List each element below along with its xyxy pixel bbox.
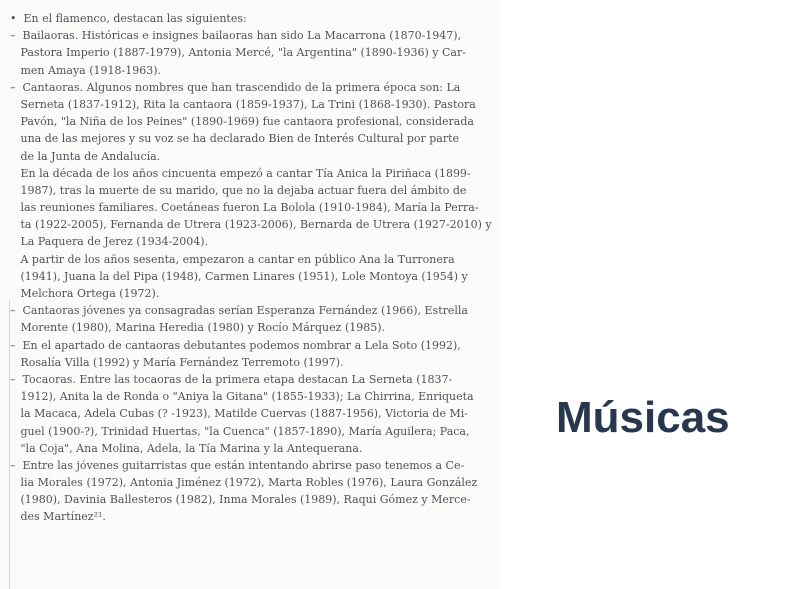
text-line: – Bailaoras. Históricas e insignes bailaoras han sido La Macarrona (1870-1947),	[10, 29, 462, 43]
text-line: En la década de los años cincuenta empezó a cantar Tía Anica la Piriñaca (1899-	[10, 166, 471, 180]
text-line: 1987), tras la muerte de su marido, que no la dejaba actuar fuera del ámbito de	[10, 183, 467, 197]
text-line: Morente (1980), Marina Heredia (1980) y Rocío Márquez (1985).	[10, 321, 386, 335]
text-line: una de las mejores y su voz se ha declarado Bien de Interés Cultural por parte	[10, 132, 460, 146]
text-line: Rosalía Villa (1992) y María Fernández Terremoto (1997).	[10, 355, 344, 369]
text-line: la Macaca, Adela Cubas (? -1923), Matilde Cuervas (1887-1956), Victoria de Mi-	[10, 407, 468, 421]
text-line: lia Morales (1972), Antonia Jiménez (1972), Marta Robles (1976), Laura González	[10, 476, 478, 490]
text-line: Melchora Ortega (1972).	[10, 287, 160, 300]
text-line: Serneta (1837-1912), Rita la cantaora (1859-1937), La Trini (1868-1930). Pastora	[10, 97, 476, 111]
text-line: guel (1900-?), Trinidad Huertas, "la Cuenca" (1857-1890), María Aguilera; Paca,	[10, 424, 470, 438]
text-line: des Martínez²¹.	[10, 510, 106, 524]
text-line: A partir de los años sesenta, empezaron a cantar en público Ana la Turronera	[10, 252, 455, 266]
text-line: – En el apartado de cantaoras debutantes podemos nombrar a Lela Soto (1992),	[10, 338, 461, 352]
text-line: – Entre las jóvenes guitarristas que están intentando abrirse paso tenemos a Ce-	[10, 458, 465, 472]
text-line: – Cantaoras. Algunos nombres que han trascendido de la primera época son: La	[10, 80, 461, 94]
text-line: (1980), Davinia Ballesteros (1982), Inma Morales (1989), Raqui Gómez y Merce-	[10, 493, 471, 507]
text-line: • En el flamenco, destacan las siguientes:	[10, 12, 247, 25]
text-line: ta (1922-2005), Fernanda de Utrera (1923-2006), Bernarda de Utrera (1927-2010) y	[10, 218, 492, 232]
text-line: Pavón, "la Niña de los Peines" (1890-1969) fue cantaora profesional, considerada	[10, 115, 474, 129]
text-line: "la Coja", Ana Molina, Adela, la Tía Marina y la Antequerana.	[10, 441, 363, 455]
text-line: – Cantaoras jóvenes ya consagradas serían Esperanza Fernández (1966), Estrella	[10, 304, 468, 318]
text-line: las reuniones familiares. Coetáneas fueron La Bolola (1910-1984), María la Perra-	[10, 201, 479, 215]
slide-title: Músicas	[556, 393, 730, 442]
text-line: Pastora Imperio (1887-1979), Antonia Mercé, "la Argentina" (1890-1936) y Car-	[10, 46, 466, 60]
text-line: La Paquera de Jerez (1934-2004).	[10, 235, 209, 249]
text-line: (1941), Juana la del Pipa (1948), Carmen Linares (1951), Lole Montoya (1954) y	[10, 269, 468, 283]
text-line: men Amaya (1918-1963).	[10, 63, 161, 77]
text-line: de la Junta de Andalucía.	[10, 149, 161, 163]
document-text	[10, 10, 495, 526]
text-line: 1912), Anita la de Ronda o "Aniya la Gitana" (1855-1933); La Chirrina, Enriqueta	[10, 390, 474, 404]
text-line: – Tocaoras. Entre las tocaoras de la primera etapa destacan La Serneta (1837-	[10, 372, 453, 386]
